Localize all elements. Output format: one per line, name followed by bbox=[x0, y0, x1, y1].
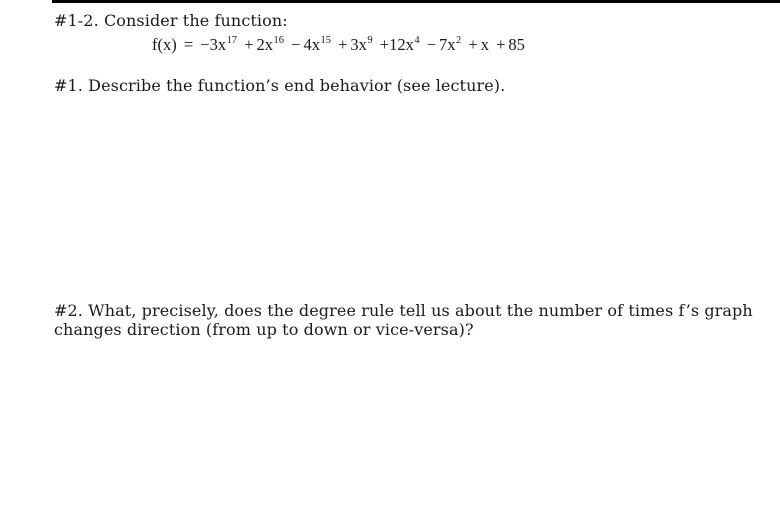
term-3-coefficient: 4x bbox=[303, 35, 320, 54]
term-1-exponent: 17 bbox=[226, 35, 238, 46]
term-5-coefficient: 12x bbox=[389, 35, 414, 54]
term-8-constant: 85 bbox=[508, 35, 525, 54]
formula-equals: = bbox=[183, 35, 194, 54]
term-6-exponent: 2 bbox=[456, 35, 462, 46]
term-2-sign: + bbox=[244, 35, 254, 54]
top-rule bbox=[52, 0, 780, 3]
term-4-coefficient: 3x bbox=[350, 35, 367, 54]
term-4-exponent: 9 bbox=[367, 35, 373, 46]
term-6-sign: − bbox=[426, 35, 437, 54]
term-1-sign: − bbox=[200, 35, 210, 54]
term-8-sign: + bbox=[496, 35, 506, 54]
term-5-exponent: 4 bbox=[414, 35, 420, 46]
term-6-coefficient: 7x bbox=[439, 35, 456, 54]
question-1: #1. Describe the function’s end behavior (see lecture). bbox=[54, 76, 506, 95]
term-2-exponent: 16 bbox=[273, 35, 285, 46]
intro-text: #1-2. Consider the function: bbox=[54, 11, 288, 30]
term-7-sign: + bbox=[468, 35, 478, 54]
term-5-sign: + bbox=[379, 35, 390, 54]
term-3-sign: − bbox=[291, 35, 301, 54]
function-formula bbox=[152, 35, 525, 58]
term-1-coefficient: 3x bbox=[209, 35, 227, 54]
question-2-line-1: #2. What, precisely, does the degree rule tell us about the number of times f’s graph bbox=[54, 301, 753, 320]
question-2-line-2: changes direction (from up to down or vice-versa)? bbox=[54, 320, 474, 339]
formula-lhs: f(x) bbox=[152, 35, 177, 54]
term-2-coefficient: 2x bbox=[256, 35, 274, 54]
term-7: x bbox=[480, 35, 489, 54]
term-4-sign: + bbox=[338, 35, 348, 54]
term-3-exponent: 15 bbox=[320, 35, 331, 46]
